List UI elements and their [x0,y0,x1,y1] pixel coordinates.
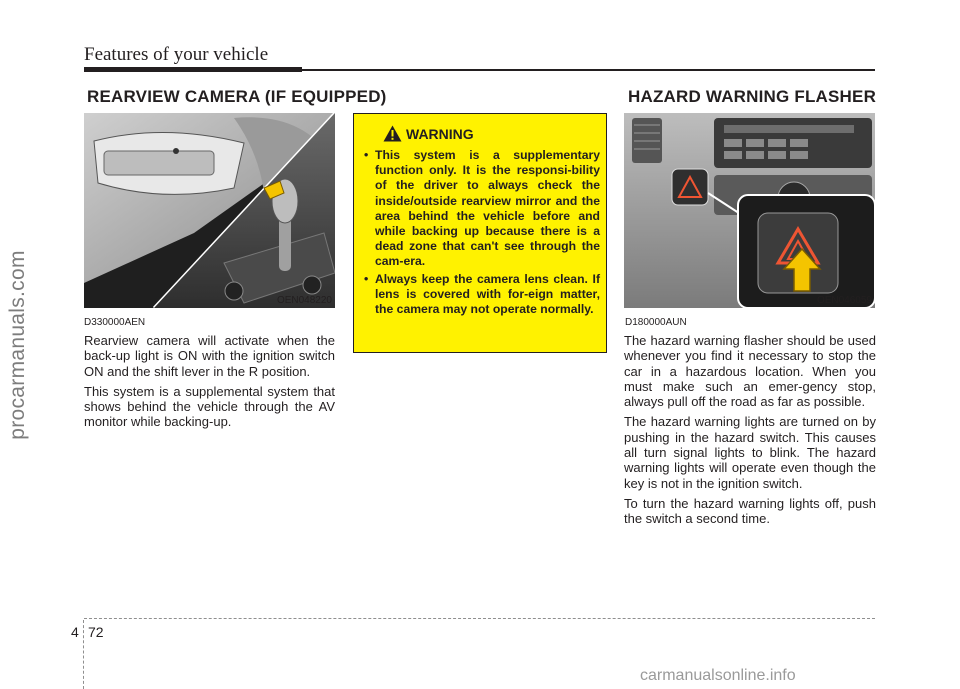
footer-rule [84,618,875,619]
hazard-flasher-body [624,333,876,532]
rearview-camera-illustration [84,113,335,308]
side-watermark [3,0,33,689]
warning-triangle-icon [383,125,402,142]
hazard-flasher-photo [624,113,875,308]
hazard-flasher-paragraph: The hazard warning flasher should be used whenever you find it necessary to stop the car in a hazardous location. When you must make such an emer-gency stop, always pull off the road as far as possible. [624,333,876,410]
header-rule-thick [84,67,302,72]
warning-title: WARNING [406,126,474,142]
page-header-title: Features of your vehicle [84,44,269,65]
side-watermark-text: procarmanuals.com [6,249,30,440]
page-chapter: 4 [71,624,79,640]
bottom-watermark: carmanualsonline.info [640,667,796,684]
page-number: 72 [88,624,104,640]
warning-list [364,148,600,319]
warning-item: • Always keep the camera lens clean. If lens is covered with for-eign matter, the camera may not operate normally. [364,272,600,318]
rearview-camera-caption: OEN048220 [276,295,332,306]
header-rule-thin [302,69,875,71]
rearview-camera-heading: REARVIEW CAMERA (IF EQUIPPED) [87,87,387,106]
hazard-flasher-heading: HAZARD WARNING FLASHER [628,87,877,106]
rearview-camera-photo [84,113,335,308]
hazard-switch-illustration [624,113,875,308]
rearview-camera-paragraph: Rearview camera will activate when the back-up light is ON with the ignition switch ON and the shift lever in the R position. [84,333,335,379]
rearview-camera-code: D330000AEN [84,317,146,328]
hazard-flasher-paragraph: The hazard warning lights are turned on by pushing in the hazard switch. This causes all turn signal lights to blink. The hazard warning lights will operate even though the key is not in the ignition switch. [624,414,876,491]
rearview-camera-body [84,333,335,435]
hazard-flasher-caption: OEN046059 [816,295,872,306]
rearview-camera-paragraph: This system is a supplemental system that shows behind the vehicle through the AV monitor while backing-up. [84,383,335,430]
warning-box [353,113,607,353]
hazard-flasher-code: D180000AUN [625,317,687,328]
footer-divider [83,620,84,689]
warning-item: • This system is a supplementary function only. It is the responsi-bility of the driver to always check the inside/outside rearview mirror and the area behind the vehicle before and while backing up because there is a dead zone that can't see through the cam-era. [364,148,600,270]
hazard-flasher-paragraph: To turn the hazard warning lights off, push the switch a second time. [624,495,876,527]
